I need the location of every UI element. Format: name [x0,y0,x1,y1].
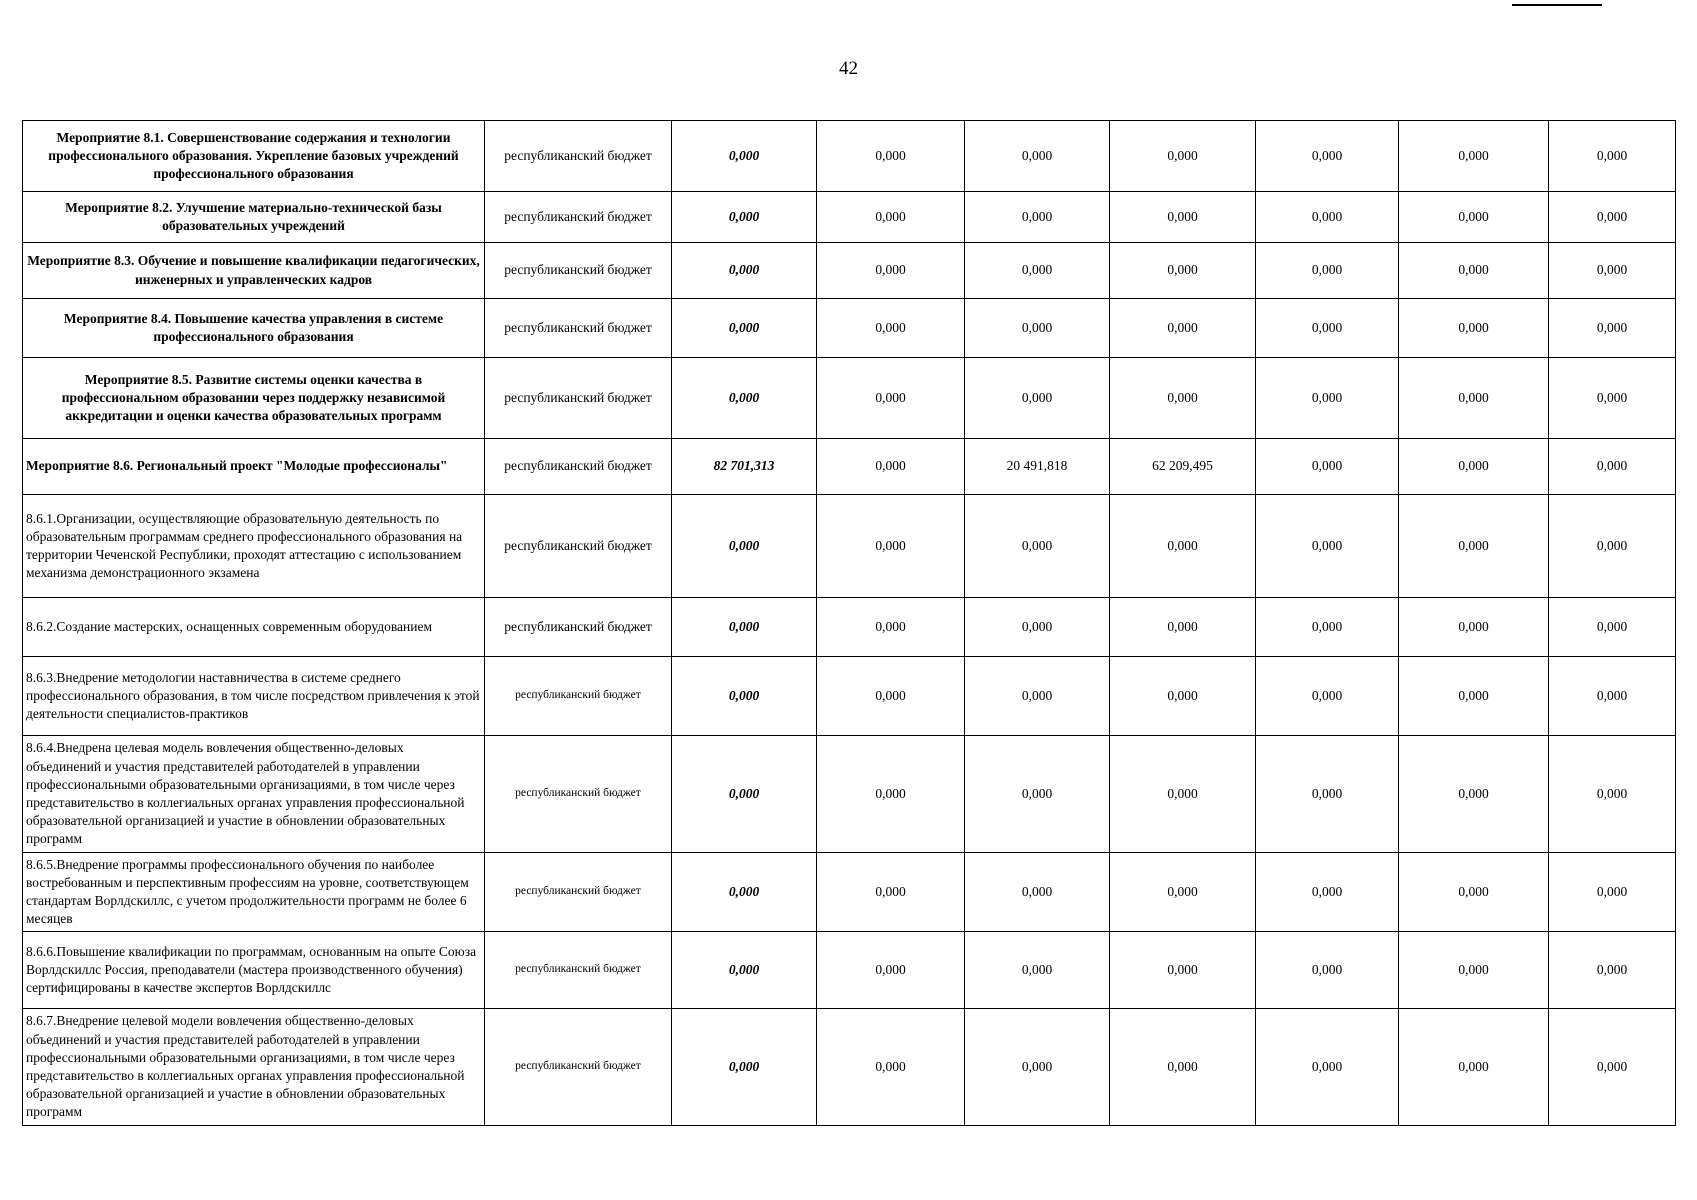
total-amount: 0,000 [672,192,817,243]
year-value: 0,000 [1256,439,1399,495]
year-value: 0,000 [817,657,965,736]
measure-name: Мероприятие 8.5. Развитие системы оценки качества в профессиональном образовании через поддержку независимой аккредитации и оценки качества образовательных программ [23,358,485,439]
year-value: 0,000 [817,598,965,657]
year-value: 0,000 [817,853,965,932]
funding-source: республиканский бюджет [485,121,672,192]
year-value: 0,000 [1256,192,1399,243]
year-value: 0,000 [1549,598,1676,657]
funding-source: республиканский бюджет [485,657,672,736]
year-value: 0,000 [1110,121,1256,192]
year-value: 0,000 [817,121,965,192]
year-value: 0,000 [817,439,965,495]
year-value: 0,000 [1549,853,1676,932]
budget-table [22,120,1676,1126]
year-value: 0,000 [1110,192,1256,243]
year-value: 0,000 [817,932,965,1009]
year-value: 0,000 [1110,495,1256,598]
funding-source: республиканский бюджет [485,1009,672,1126]
year-value: 0,000 [1256,495,1399,598]
year-value: 0,000 [965,853,1110,932]
year-value: 0,000 [965,358,1110,439]
year-value: 0,000 [1549,495,1676,598]
year-value: 0,000 [1549,121,1676,192]
year-value: 62 209,495 [1110,439,1256,495]
year-value: 0,000 [817,358,965,439]
table-row [23,932,1676,1009]
measure-name: 8.6.1.Организации, осуществляющие образовательную деятельность по образовательным программам среднего профессионального образования на территории Чеченской Республики, проходят аттестацию с использованием механизма демонстрационного экзамена [23,495,485,598]
measure-name: Мероприятие 8.3. Обучение и повышение квалификации педагогических, инженерных и управленческих кадров [23,243,485,299]
year-value: 0,000 [1110,1009,1256,1126]
measure-name: 8.6.3.Внедрение методологии наставничества в системе среднего профессионального образования, в том числе посредством привлечения к этой деятельности специалистов-практиков [23,657,485,736]
page-number: 42 [839,58,858,79]
total-amount: 0,000 [672,358,817,439]
year-value: 0,000 [1110,657,1256,736]
year-value: 0,000 [965,1009,1110,1126]
funding-source: республиканский бюджет [485,853,672,932]
total-amount: 0,000 [672,495,817,598]
table-row [23,243,1676,299]
year-value: 0,000 [1399,932,1549,1009]
funding-source: республиканский бюджет [485,932,672,1009]
year-value: 0,000 [1110,853,1256,932]
year-value: 0,000 [1256,358,1399,439]
measure-name: 8.6.5.Внедрение программы профессионального обучения по наиболее востребованным и перспективным профессиям на уровне, соответствующем стандартам Ворлдскиллс, с учетом продолжительности программ не более 6 месяцев [23,853,485,932]
year-value: 0,000 [1399,192,1549,243]
year-value: 0,000 [1399,358,1549,439]
measure-name: Мероприятие 8.2. Улучшение материально-технической базы образовательных учреждений [23,192,485,243]
year-value: 0,000 [965,932,1110,1009]
year-value: 0,000 [1110,932,1256,1009]
year-value: 0,000 [1256,932,1399,1009]
year-value: 0,000 [1399,657,1549,736]
year-value: 0,000 [817,1009,965,1126]
year-value: 0,000 [817,736,965,853]
year-value: 0,000 [1256,736,1399,853]
table-row [23,439,1676,495]
year-value: 0,000 [1256,598,1399,657]
total-amount: 0,000 [672,932,817,1009]
year-value: 0,000 [1549,192,1676,243]
measure-name: 8.6.4.Внедрена целевая модель вовлечения общественно-деловых объединений и участия представителей работодателей в управлении профессиональными образовательными организациями, в том числе через представительство в коллегиальных органах управления профессиональной образовательной организацией и участие в обновлении образовательных программ [23,736,485,853]
total-amount: 0,000 [672,657,817,736]
total-amount: 0,000 [672,121,817,192]
year-value: 0,000 [965,657,1110,736]
year-value: 0,000 [965,495,1110,598]
total-amount: 0,000 [672,299,817,358]
year-value: 0,000 [1399,121,1549,192]
funding-source: республиканский бюджет [485,495,672,598]
year-value: 0,000 [817,243,965,299]
funding-source: республиканский бюджет [485,299,672,358]
total-amount: 0,000 [672,243,817,299]
year-value: 0,000 [1110,358,1256,439]
year-value: 0,000 [817,495,965,598]
year-value: 0,000 [1549,243,1676,299]
year-value: 0,000 [1110,736,1256,853]
year-value: 20 491,818 [965,439,1110,495]
measure-name: 8.6.6.Повышение квалификации по программам, основанным на опыте Союза Ворлдскиллс Россия, преподаватели (мастера производственного обучения) сертифицированы в качестве экспертов Ворлдскиллс [23,932,485,1009]
table-row [23,736,1676,853]
year-value: 0,000 [1256,657,1399,736]
year-value: 0,000 [817,299,965,358]
year-value: 0,000 [1399,1009,1549,1126]
funding-source: республиканский бюджет [485,736,672,853]
measure-name: 8.6.2.Создание мастерских, оснащенных современным оборудованием [23,598,485,657]
table-row [23,1009,1676,1126]
scan-mark [1512,4,1602,8]
year-value: 0,000 [1399,853,1549,932]
table-row [23,358,1676,439]
year-value: 0,000 [1549,439,1676,495]
year-value: 0,000 [1549,1009,1676,1126]
table-row [23,121,1676,192]
year-value: 0,000 [817,192,965,243]
year-value: 0,000 [1549,299,1676,358]
table-row [23,598,1676,657]
year-value: 0,000 [1110,299,1256,358]
total-amount: 0,000 [672,853,817,932]
total-amount: 0,000 [672,1009,817,1126]
total-amount: 0,000 [672,736,817,853]
year-value: 0,000 [1399,243,1549,299]
funding-source: республиканский бюджет [485,598,672,657]
table-row [23,299,1676,358]
year-value: 0,000 [1399,439,1549,495]
year-value: 0,000 [1549,736,1676,853]
year-value: 0,000 [1549,932,1676,1009]
measure-name: Мероприятие 8.1. Совершенствование содержания и технологии профессионального образования. Укрепление базовых учреждений профессионального образования [23,121,485,192]
year-value: 0,000 [1399,299,1549,358]
year-value: 0,000 [1256,1009,1399,1126]
year-value: 0,000 [1256,243,1399,299]
year-value: 0,000 [1399,495,1549,598]
year-value: 0,000 [965,121,1110,192]
year-value: 0,000 [1110,243,1256,299]
measure-name: Мероприятие 8.4. Повышение качества управления в системе профессионального образования [23,299,485,358]
year-value: 0,000 [965,192,1110,243]
year-value: 0,000 [965,736,1110,853]
year-value: 0,000 [1549,657,1676,736]
table-row [23,495,1676,598]
table-row [23,853,1676,932]
year-value: 0,000 [965,299,1110,358]
funding-source: республиканский бюджет [485,192,672,243]
year-value: 0,000 [1256,121,1399,192]
measure-name: Мероприятие 8.6. Региональный проект "Молодые профессионалы" [23,439,485,495]
year-value: 0,000 [965,598,1110,657]
funding-source: республиканский бюджет [485,243,672,299]
measure-name: 8.6.7.Внедрение целевой модели вовлечения общественно-деловых объединений и участия представителей работодателей в управлении профессиональными образовательными организациями, в том числе через представительство в коллегиальных органах управления профессиональной образовательной организацией и участие в обновлении образовательных программ [23,1009,485,1126]
year-value: 0,000 [965,243,1110,299]
funding-source: республиканский бюджет [485,358,672,439]
year-value: 0,000 [1256,853,1399,932]
total-amount: 0,000 [672,598,817,657]
year-value: 0,000 [1399,736,1549,853]
funding-source: республиканский бюджет [485,439,672,495]
year-value: 0,000 [1256,299,1399,358]
total-amount: 82 701,313 [672,439,817,495]
year-value: 0,000 [1110,598,1256,657]
year-value: 0,000 [1399,598,1549,657]
table-row [23,657,1676,736]
table-row [23,192,1676,243]
year-value: 0,000 [1549,358,1676,439]
